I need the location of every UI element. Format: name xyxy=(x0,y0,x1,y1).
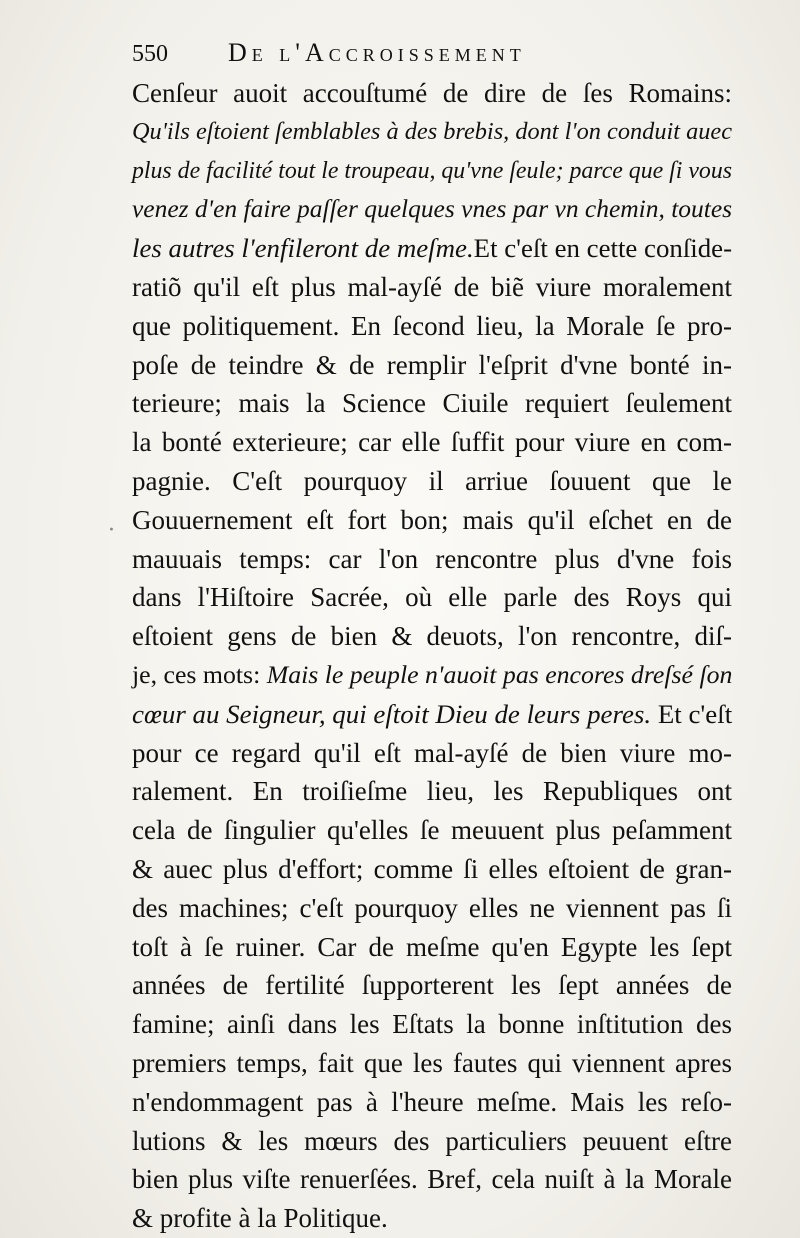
text-segment: des machines; c'eſt pourquoy elles ne viennent pas ſi xyxy=(132,892,732,923)
text-line xyxy=(132,734,732,773)
text-line xyxy=(132,190,732,229)
page-header xyxy=(132,38,732,78)
text-line xyxy=(132,540,732,579)
text-segment: Cenſeur auoit accouſtumé de dire de ſes Romains: xyxy=(132,78,732,108)
italic-text-segment: venez d'en faire paſſer quelques vnes par vn chemin, toutes xyxy=(132,194,733,224)
italic-text-segment: les autres l'enfileront de meſme. xyxy=(132,233,474,264)
text-segment: poſe de teindre & de remplir l'eſprit d'vne bonté in- xyxy=(132,349,732,380)
text-segment: je, ces mots: xyxy=(132,659,267,689)
italic-text-segment: Mais le peuple n'auoit pas encores dreſsé ſon xyxy=(266,659,733,689)
text-line xyxy=(132,966,732,1005)
text-segment: que politiquement. En ſecond lieu, la Morale ſe pro- xyxy=(132,310,732,341)
text-segment: cela de ſingulier qu'elles ſe meuuent plus peſamment xyxy=(132,815,732,846)
italic-text-segment: plus de facilité tout le troupeau, qu'vne ſeule; parce que ſi vous xyxy=(132,157,732,184)
text-line xyxy=(132,384,732,423)
text-line xyxy=(132,268,732,307)
body-text xyxy=(132,74,732,1238)
text-segment: pour ce regard qu'il eſt mal-ayſé de bien viure mo- xyxy=(132,737,732,768)
text-line xyxy=(132,1005,732,1044)
running-title: De l'Accroissement xyxy=(228,38,526,67)
text-segment: lutions & les mœurs des particuliers peuuent eſtre xyxy=(132,1125,732,1156)
text-segment: & auec plus d'effort; comme ſi elles eſtoient de gran- xyxy=(132,853,732,884)
margin-dot: · xyxy=(108,518,115,543)
text-segment: eſtoient gens de bien & deuots, l'on rencontre, diſ- xyxy=(132,621,732,652)
italic-text-segment: cœur au Seigneur, qui eſtoit Dieu de leurs peres. xyxy=(132,698,652,729)
text-line xyxy=(132,462,732,501)
text-line xyxy=(132,772,732,811)
text-line xyxy=(132,578,732,617)
text-segment: la bonté exterieure; car elle ſuffit pour viure en com- xyxy=(132,427,732,458)
text-segment: Et c'eſt en cette conſide- xyxy=(473,233,733,264)
text-segment: Gouuernement eſt fort bon; mais qu'il eſchet en de xyxy=(132,504,732,535)
text-line xyxy=(132,229,732,268)
text-line xyxy=(132,889,732,928)
text-line xyxy=(132,656,732,695)
text-line xyxy=(132,1083,732,1122)
text-segment: premiers temps, fait que les fautes qui viennent apres xyxy=(132,1047,732,1078)
page-number: 550 xyxy=(132,41,168,67)
text-segment: ratiõ qu'il eſt plus mal-ayſé de biẽ viure moralement xyxy=(132,271,732,302)
italic-text-segment: Qu'ils eſtoient ſemblables à des brebis, dont l'on conduit auec xyxy=(132,117,732,145)
text-line xyxy=(132,501,732,540)
text-line xyxy=(132,152,732,191)
text-segment: bien plus viſte renuerſées. Bref, cela nuiſt à la Morale xyxy=(132,1164,732,1195)
text-segment: n'endommagent pas à l'heure meſme. Mais les reſo- xyxy=(132,1086,732,1117)
text-segment: & profite à la Politique. xyxy=(132,1203,388,1234)
text-line xyxy=(132,1160,732,1199)
text-line xyxy=(132,695,732,734)
text-line xyxy=(132,423,732,462)
text-line xyxy=(132,850,732,889)
text-line xyxy=(132,1044,732,1083)
text-line xyxy=(132,74,732,113)
text-segment: pagnie. C'eſt pourquoy il arriue ſouuent que le xyxy=(132,465,732,496)
text-line xyxy=(132,1122,732,1161)
text-segment: ralement. En troiſieſme lieu, les Republiques ont xyxy=(132,776,732,807)
text-segment: toſt à ſe ruiner. Car de meſme qu'en Egypte les ſept xyxy=(132,931,732,962)
text-segment: Et c'eſt xyxy=(651,698,733,729)
text-segment: terieure; mais la Science Ciuile requiert ſeulement xyxy=(132,388,732,419)
text-segment: famine; ainſi dans les Eſtats la bonne inſtitution des xyxy=(132,1009,732,1040)
text-line xyxy=(132,307,732,346)
text-segment: années de fertilité ſupporterent les ſept années de xyxy=(132,970,732,1001)
text-line xyxy=(132,1199,732,1238)
text-line xyxy=(132,346,732,385)
text-line xyxy=(132,113,732,152)
text-line xyxy=(132,617,732,656)
text-line xyxy=(132,811,732,850)
text-line xyxy=(132,928,732,967)
text-segment: mauuais temps: car l'on rencontre plus d'vne fois xyxy=(132,543,732,574)
text-segment: dans l'Hiſtoire Sacrée, où elle parle des Roys qui xyxy=(132,582,732,613)
